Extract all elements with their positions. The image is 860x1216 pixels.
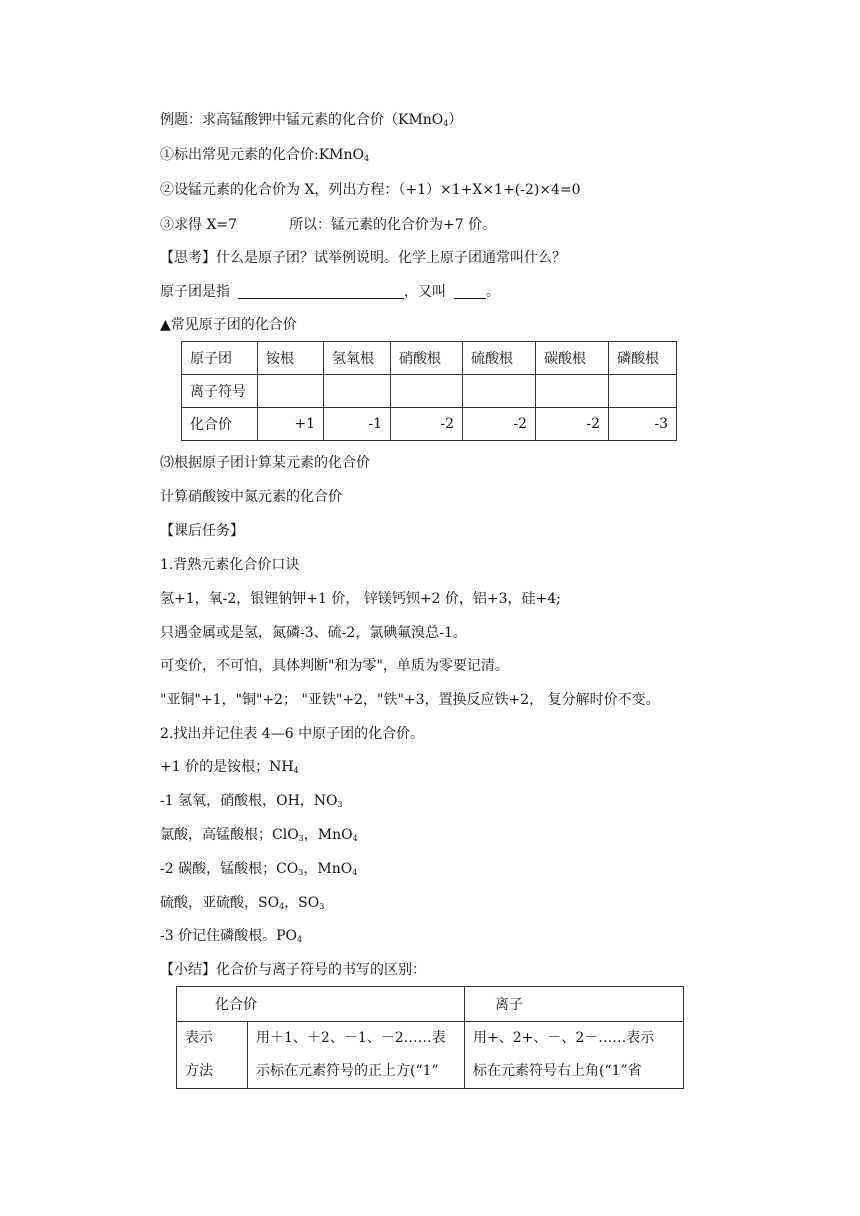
example-step-2: ②设锰元素的化合价为 X，列出方程：（+1）×1+X×1+(-2)×4=0 [160,182,581,198]
summary-heading: 【小结】化合价与离子符号的书写的区别： [160,962,426,978]
group-line-1: +1 价的是铵根；$NH_4$ [160,759,299,775]
rhyme-line-2: 只遇金属或是氢，氮磷-3、硫-2，氯碘氟溴总-1。 [160,625,467,641]
table-cell: 磷酸根 [609,342,677,375]
table-cell: 铵根 [258,342,324,375]
symbol-cell-input[interactable] [536,375,609,408]
rhyme-line-1: 氢+1，氧-2，银锂钠钾+1 价， 锌镁钙钡+2 价，铝+3，硅+4; [160,591,561,607]
group-line-5: 硫酸，亚硫酸，$SO_4$，$SO_3$ [160,895,325,911]
row-label-line: 方法 [185,1063,213,1079]
table-cell [248,1022,465,1089]
ion-desc-line: 用+、2+、－、2－……表示 [473,1030,655,1046]
valence-cell: -3 [609,408,677,441]
symbol-cell-input[interactable] [324,375,391,408]
table-cell: 离子 [465,987,684,1022]
radical-valence-table [181,341,677,441]
valence-cell: -1 [324,408,391,441]
symbol-cell-input[interactable] [609,375,677,408]
calc-line-1: ⑶根据原子团计算某元素的化合价 [160,455,370,471]
valence-cell: -2 [536,408,609,441]
ion-desc-line: 标在元素符号右上角(“1”省 [473,1063,642,1079]
example-title: 例题：求高锰酸钾中锰元素的化合价（KMnO$_4$） [160,112,463,128]
calc-line-2: 计算硝酸铵中氮元素的化合价 [160,489,342,505]
group-line-2: -1 氢氧，硝酸根，OH，$NO_3$ [160,793,343,809]
valence-cell: +1 [258,408,324,441]
valence-desc-line: 示标在元素符号的正上方(“1” [256,1063,439,1079]
table-row [182,408,677,441]
homework-item-2: 2.找出并记住表 4—6 中原子团的化合价。 [160,726,425,742]
group-line-3: 氯酸，高锰酸根；ClO$_3$，MnO$_4$ [160,827,358,843]
rhyme-line-3: 可变价，不可怕，具体判断"和为零"，单质为零要记清。 [160,658,509,674]
symbol-cell-input[interactable] [391,375,463,408]
valence-cell: -2 [463,408,536,441]
table-cell: 硫酸根 [463,342,536,375]
table-row [182,342,677,375]
group-line-6: -3 价记住磷酸根。$PO_4$ [160,928,303,944]
group-line-4: -2 碳酸，锰酸根；$CO_3$，MnO$_4$ [160,861,358,877]
table-row [182,375,677,408]
table-cell [177,1022,248,1089]
blank-alias[interactable] [454,284,486,299]
symbol-cell-input[interactable] [463,375,536,408]
blank-definition[interactable] [238,284,404,299]
homework-heading: 【课后任务】 [160,523,244,539]
table-cell: 氢氧根 [324,342,391,375]
summary-table [176,986,684,1089]
valence-desc-line: 用＋1、＋2、－1、－2……表 [256,1030,446,1046]
valence-cell: -2 [391,408,463,441]
table-cell [465,1022,684,1089]
table-cell: 化合价 [177,987,465,1022]
table-cell: 原子团 [182,342,258,375]
think-fill-in: 原子团是指 ，又叫 。 [160,284,500,300]
table-row [177,987,684,1022]
table-cell: 化合价 [182,408,258,441]
table-cell: 硝酸根 [391,342,463,375]
row-label-line: 表示 [185,1030,213,1046]
example-step-1: ①标出常见元素的化合价:KMnO$_4$ [160,147,370,163]
homework-item-1: 1.背熟元素化合价口诀 [160,557,300,573]
symbol-cell-input[interactable] [258,375,324,408]
table-cell: 碳酸根 [536,342,609,375]
rhyme-line-4: "亚铜"+1，"铜"+2； "亚铁"+2，"铁"+3，置换反应铁+2， 复分解时价不变。 [160,692,660,708]
think-question: 【思考】什么是原子团？试举例说明。化学上原子团通常叫什么？ [160,250,566,266]
table-cell: 离子符号 [182,375,258,408]
table1-heading: ▲常见原子团的化合价 [160,317,297,333]
example-step-3: ③求得 X=7 所以：锰元素的化合价为+7 价。 [160,217,497,233]
table-row [177,1022,684,1089]
